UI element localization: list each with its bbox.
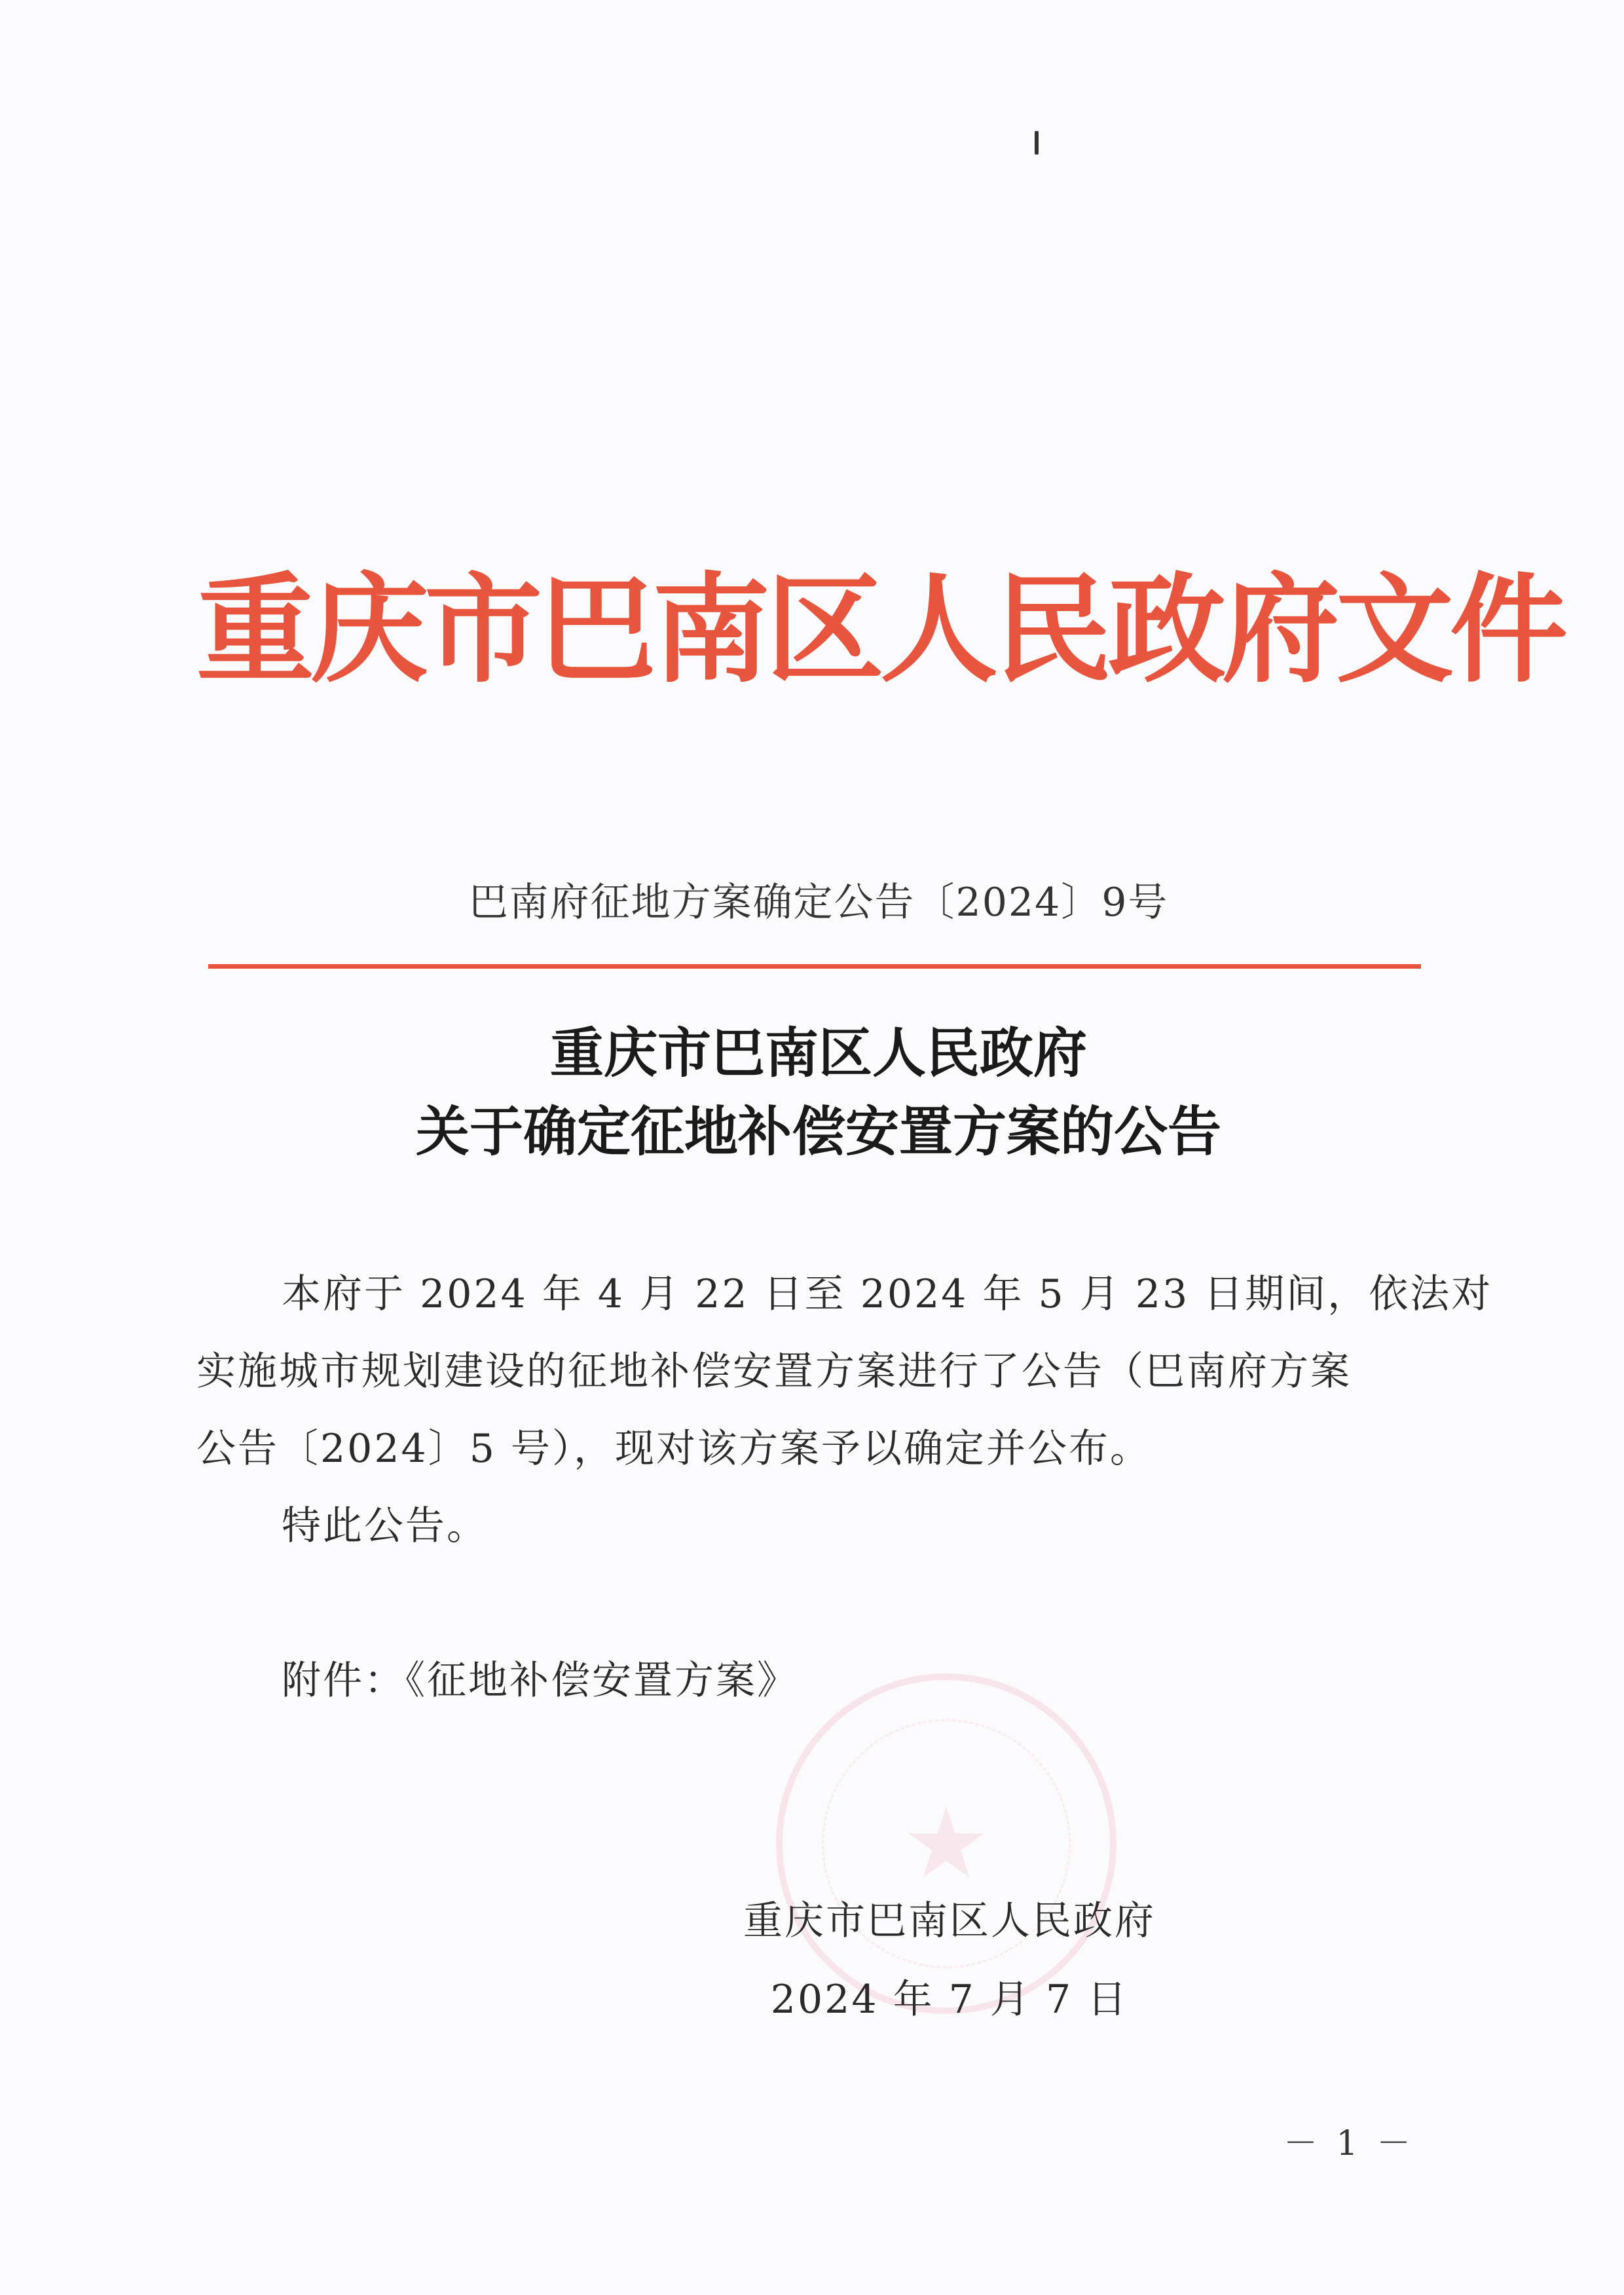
notice-title-line-1: 重庆市巴南区人民政府 xyxy=(549,1022,1087,1085)
body-paragraph-line-3: 公告〔2024〕5 号），现对该方案予以确定并公布。 xyxy=(196,1426,1151,1472)
seal-star-icon: ★ xyxy=(902,1787,991,1901)
body-paragraph-line-1: 本府于 2024 年 4 月 22 日至 2024 年 5 月 23 日期间，依法对 xyxy=(282,1271,1493,1317)
attachment-line: 附件：《征地补偿安置方案》 xyxy=(282,1658,798,1704)
document-number: 巴南府征地方案确定公告〔2024〕9号 xyxy=(468,880,1169,925)
body-paragraph-line-2: 实施城市规划建设的征地补偿安置方案进行了公告（巴南府方案 xyxy=(196,1349,1352,1394)
signature-date: 2024 年 7 月 7 日 xyxy=(770,1977,1129,2023)
official-seal xyxy=(776,1673,1116,2014)
signature-organization: 重庆市巴南区人民政府 xyxy=(743,1898,1156,1944)
page-number: － 1 － xyxy=(1283,2124,1415,2163)
red-divider-line xyxy=(208,964,1421,969)
notice-title-line-2: 关于确定征地补偿安置方案的公告 xyxy=(415,1101,1221,1163)
masthead-title: 重庆市巴南区人民政府文件 xyxy=(196,562,1564,699)
closing-line: 特此公告。 xyxy=(282,1503,488,1549)
scan-mark xyxy=(1035,131,1039,155)
